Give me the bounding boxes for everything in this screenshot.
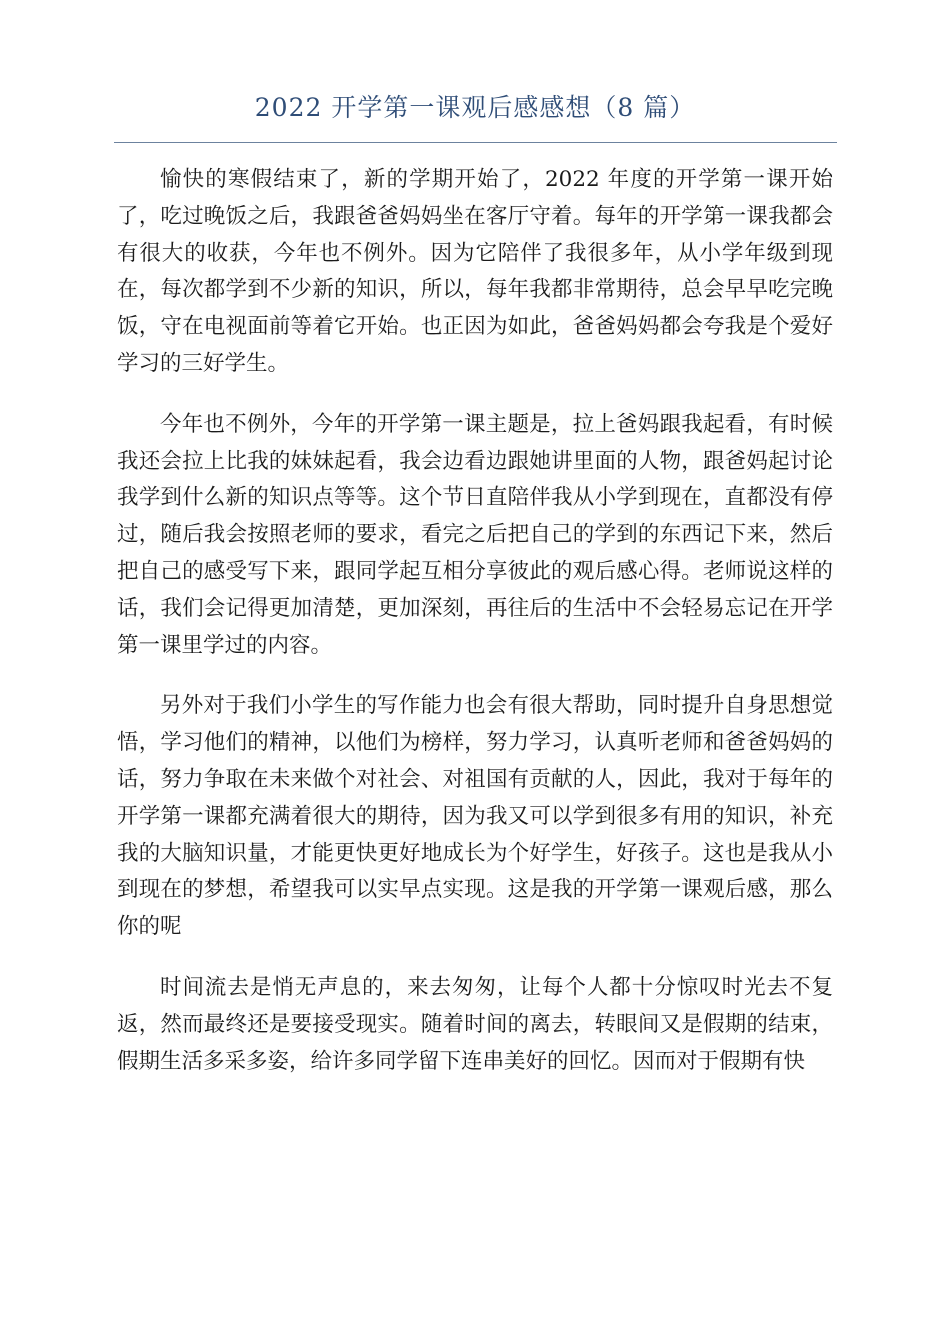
paragraph-2: 今年也不例外，今年的开学第一课主题是，拉上爸妈跟我起看，有时候我还会拉上比我的妹妹起看，我会边看边跟她讲里面的人物，跟爸妈起讨论我学到什么新的知识点等等。这个节日直陪伴我从小学到现在，直都没有停过，随后我会按照老师的要求，看完之后把自己的学到的东西记下来，然后把自己的感受写下来，跟同学起互相分享彼此的观后感心得。老师说这样的话，我们会记得更加清楚，更加深刻，再往后的生活中不会轻易忘记在开学第一课里学过的内容。 <box>117 411 833 658</box>
paragraph-1: 愉快的寒假结束了，新的学期开始了，2022 年度的开学第一课开始了，吃过晚饭之后，我跟爸爸妈妈坐在客厅守着。每年的开学第一课我都会有很大的收获，今年也不例外。因为它陪伴了我很多年，从小学年级到现在，每次都学到不少新的知识，所以，每年我都非常期待，总会早早吃完晚饭，守在电视面前等着它开始。也正因为如此，爸爸妈妈都会夸我是个爱好学习的三好学生。 <box>117 167 833 376</box>
document-title: 2022 开学第一课观后感感想（8 篇） <box>254 93 696 122</box>
document-body <box>117 162 833 1104</box>
paragraph-3: 另外对于我们小学生的写作能力也会有很大帮助，同时提升自身思想觉悟，学习他们的精神，以他们为榜样，努力学习，认真听老师和爸爸妈妈的话，努力争取在未来做个对社会、对祖国有贡献的人，因此，我对于每年的开学第一课都充满着很大的期待，因为我又可以学到很多有用的知识，补充我的大脑知识量，才能更快更好地成长为个好学生，好孩子。这也是我从小到现在的梦想，希望我可以实早点实现。这是我的开学第一课观后感，那么你的呢 <box>117 693 833 940</box>
paragraph-4: 时间流去是悄无声息的，来去匆匆，让每个人都十分惊叹时光去不复返，然而最终还是要接受现实。随着时间的离去，转眼间又是假期的结束，假期生活多采多姿，给许多同学留下连串美好的回忆。因而对于假期有快 <box>117 974 833 1074</box>
title-divider <box>114 142 837 143</box>
